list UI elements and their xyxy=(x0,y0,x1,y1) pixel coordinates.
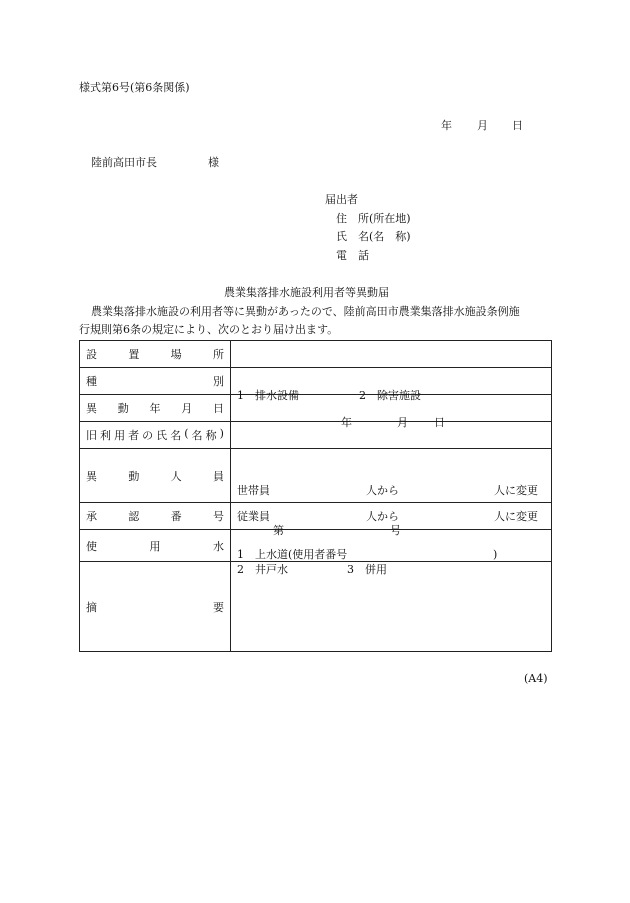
row-former-user xyxy=(80,422,552,449)
change-date-month: 月 xyxy=(397,416,408,429)
label-char: 置 xyxy=(128,348,140,361)
date-year: 年 xyxy=(441,119,452,132)
household-from: 人から xyxy=(366,483,399,497)
applicant-address-label: 住 所(所在地) xyxy=(336,212,411,225)
value-change-people[interactable] xyxy=(231,449,552,523)
label-char: 動 xyxy=(128,469,140,483)
employee-to: 人に変更 xyxy=(494,509,538,523)
label-char: 設 xyxy=(86,348,97,361)
label-location xyxy=(80,341,231,368)
type-option-pretreatment[interactable]: 2 除害施設 xyxy=(359,389,421,402)
label-char: 承 xyxy=(86,510,97,523)
row-change-people xyxy=(80,449,552,503)
label-char: 名 xyxy=(191,429,203,442)
label-char: 異 xyxy=(86,469,97,483)
addressee-honorific: 様 xyxy=(208,156,219,169)
document-title: 農業集落排水施設利用者等異動届 xyxy=(224,286,389,299)
label-char: 称 xyxy=(205,429,217,442)
type-option-drainage[interactable]: 1 排水設備 xyxy=(237,389,299,402)
applicant-phone-label: 電 話 xyxy=(336,249,369,262)
label-char: 動 xyxy=(117,402,129,415)
change-date-day: 日 xyxy=(434,416,445,429)
label-char: 日 xyxy=(213,402,224,415)
label-char: 番 xyxy=(170,510,182,523)
water-user-number-close: ) xyxy=(493,547,498,561)
label-char: ( xyxy=(184,427,189,440)
approval-suffix: 号 xyxy=(390,524,401,537)
approval-prefix: 第 xyxy=(273,524,284,537)
label-char: 者 xyxy=(128,429,140,442)
label-char: 旧 xyxy=(86,429,97,442)
label-char: 利 xyxy=(100,429,112,442)
applicant-title: 届出者 xyxy=(325,193,358,206)
label-char: 人 xyxy=(170,469,182,483)
household-to: 人に変更 xyxy=(494,483,538,497)
label-char: 氏 xyxy=(156,429,168,442)
label-char: 認 xyxy=(128,510,140,523)
applicant-name-label: 氏 名(名 称) xyxy=(336,230,411,243)
label-char: 別 xyxy=(213,375,224,388)
label-change-people xyxy=(80,449,231,503)
change-date-year: 年 xyxy=(341,416,352,429)
water-option-combined[interactable]: 3 併用 xyxy=(347,562,387,576)
household-label: 世帯員 xyxy=(237,483,270,497)
form-number: 様式第6号(第6条関係) xyxy=(79,81,190,94)
label-char: 使 xyxy=(86,539,97,553)
label-char: 場 xyxy=(170,348,182,361)
body-text-line1: 農業集落排水施設の利用者等に異動があったので、陸前高田市農業集落排水施設条例施 xyxy=(91,305,520,318)
value-location[interactable] xyxy=(231,341,552,368)
label-char: 年 xyxy=(149,402,161,415)
form-table xyxy=(79,340,552,652)
label-former-user xyxy=(80,422,231,449)
label-char: 要 xyxy=(213,600,224,614)
label-char: 員 xyxy=(212,469,224,483)
row-approval-number xyxy=(80,503,552,530)
label-char: 種 xyxy=(86,375,97,388)
label-char: 摘 xyxy=(86,600,97,614)
employee-label: 従業員 xyxy=(237,509,270,523)
label-char: 異 xyxy=(86,402,97,415)
label-char: 号 xyxy=(212,510,224,523)
label-type xyxy=(80,368,231,395)
label-water-use xyxy=(80,530,231,562)
label-char: の xyxy=(142,429,154,442)
row-change-date xyxy=(80,395,552,422)
label-char: 所 xyxy=(212,348,224,361)
row-location xyxy=(80,341,552,368)
employee-from: 人から xyxy=(366,509,399,523)
addressee-mayor: 陸前高田市長 xyxy=(91,156,157,169)
label-char: ) xyxy=(219,427,224,440)
water-option-well[interactable]: 2 井戸水 xyxy=(237,562,288,576)
label-change-date xyxy=(80,395,231,422)
label-approval-number xyxy=(80,503,231,530)
value-type[interactable] xyxy=(231,368,552,402)
label-char: 名 xyxy=(170,429,182,442)
value-former-user[interactable] xyxy=(231,422,552,449)
row-remarks xyxy=(80,562,552,652)
body-text-line2: 行規則第6条の規定により、次のとおり届け出ます。 xyxy=(79,323,339,336)
row-water-use xyxy=(80,530,552,562)
row-type xyxy=(80,368,552,395)
date-day: 日 xyxy=(512,119,523,132)
water-option-tap[interactable]: 1 上水道(使用者番号 xyxy=(237,547,348,561)
date-month: 月 xyxy=(477,119,488,132)
label-remarks xyxy=(80,562,231,652)
label-char: 用 xyxy=(114,429,126,442)
label-char: 用 xyxy=(149,539,161,553)
label-char: 月 xyxy=(181,402,193,415)
label-char: 水 xyxy=(213,539,224,553)
paper-size: (A4) xyxy=(524,672,548,685)
